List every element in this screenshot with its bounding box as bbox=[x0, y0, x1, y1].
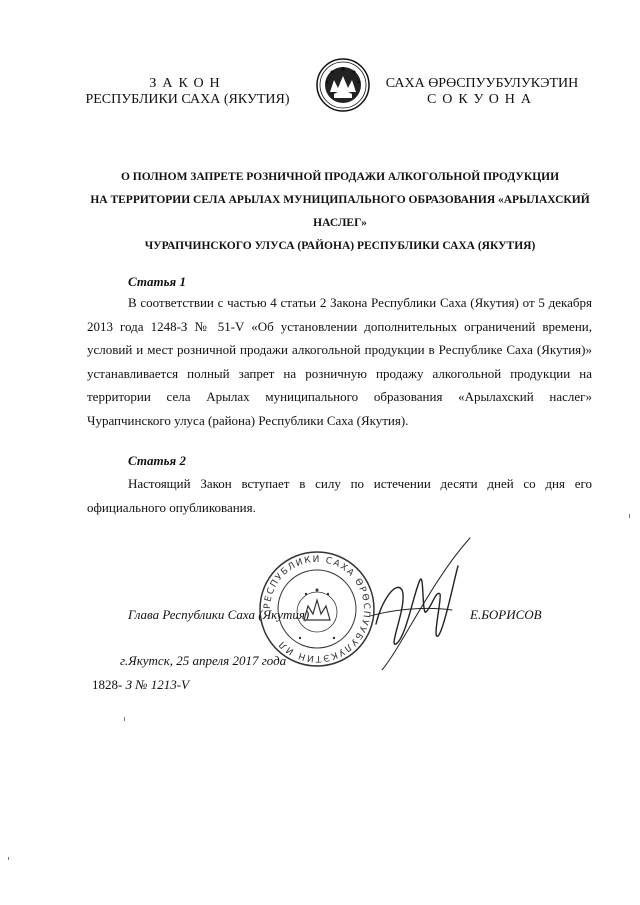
margin-mark bbox=[629, 514, 630, 518]
header-right bbox=[372, 76, 592, 108]
article1-text bbox=[87, 291, 592, 433]
law-number-prefix: 1828- bbox=[92, 677, 123, 692]
header-left-line1: ЗАКОН bbox=[149, 76, 226, 91]
article1-body: В соответствии с частью 4 статьи 2 Закона Республики Саха (Якутия) от 5 декабря 2013 года 1248-З № 51-V «Об установлении дополнительных ограничений времени, условий и мест розничной продажи алкогольной продукции в Республике Саха (Якутия)» устанавливается полный запрет на розничную продажу алкогольной продукции на территории села Арылах муниципального образования «Арылахский наслег» Чурапчинского улуса (района) Республики Саха (Якутия). bbox=[87, 295, 592, 428]
header-right-line1: САХА ӨРӨСПУУБУЛУКЭТИН bbox=[385, 76, 579, 91]
law-number-reg: З № 1213-V bbox=[125, 677, 190, 692]
signatory-name: Е.БОРИСОВ bbox=[470, 607, 542, 622]
header-right-line2: СОКУОНА bbox=[426, 92, 538, 107]
place-and-date: г.Якутск, 25 апреля 2017 года bbox=[120, 653, 287, 668]
law-title bbox=[80, 166, 600, 258]
law-title-line1: О ПОЛНОМ ЗАПРЕТЕ РОЗНИЧНОЙ ПРОДАЖИ АЛКОГОЛЬНОЙ ПРОДУКЦИИ bbox=[120, 171, 560, 183]
law-number bbox=[92, 677, 189, 693]
article2-text bbox=[87, 472, 592, 519]
law-title-line3: ЧУРАПЧИНСКОГО УЛУСА (РАЙОНА) РЕСПУБЛИКИ САХА (ЯКУТИЯ) bbox=[144, 240, 536, 252]
header-left bbox=[60, 76, 315, 108]
svg-text:РЕСПУБЛИКИ САХА ӨРӨСПУУБУЛУКЭТ: РЕСПУБЛИКИ САХА ӨРӨСПУУБУЛУКЭТИН ИЛ bbox=[262, 554, 372, 664]
article1-heading: Статья 1 bbox=[128, 274, 186, 289]
official-seal-stamp bbox=[258, 550, 376, 668]
header-left-line2: РЕСПУБЛИКИ САХА (ЯКУТИЯ) bbox=[85, 92, 290, 107]
handwritten-signature bbox=[362, 520, 472, 670]
coat-of-arms-icon bbox=[316, 58, 370, 112]
article2-heading: Статья 2 bbox=[128, 453, 186, 468]
margin-mark bbox=[124, 717, 125, 721]
margin-mark bbox=[8, 857, 9, 860]
law-title-line2: НА ТЕРРИТОРИИ СЕЛА АРЫЛАХ МУНИЦИПАЛЬНОГО ОБРАЗОВАНИЯ «АРЫЛАХСКИЙ НАСЛЕГ» bbox=[90, 194, 590, 229]
signatory-position: Глава Республики Саха (Якутия) bbox=[128, 607, 310, 622]
article2-body: Настоящий Закон вступает в силу по истечении десяти дней со дня его официального опубликования. bbox=[87, 476, 592, 515]
